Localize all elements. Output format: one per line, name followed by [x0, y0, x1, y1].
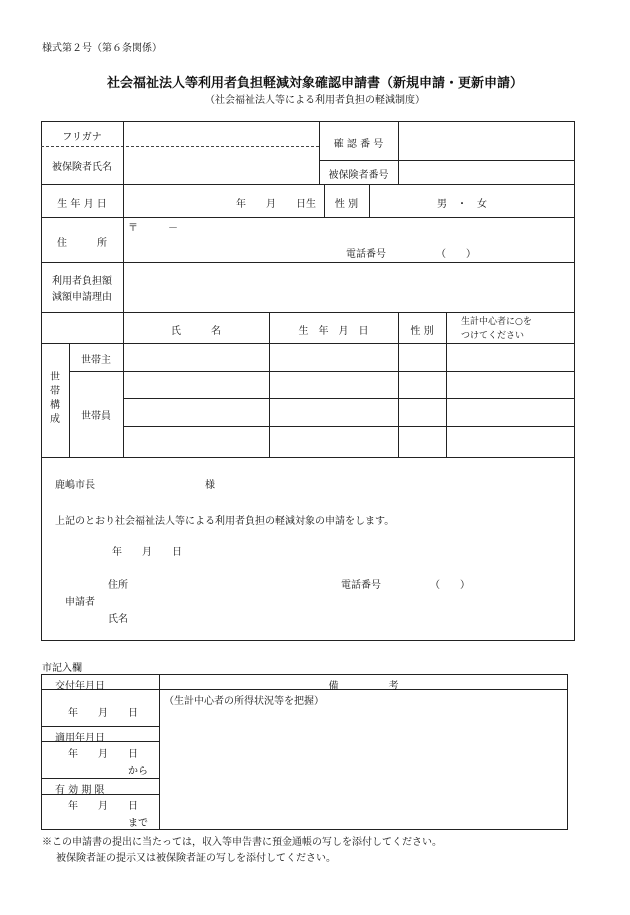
office-use-label: 市記入欄	[42, 663, 82, 674]
household-member3-name-field[interactable]	[124, 427, 268, 456]
line	[319, 160, 575, 161]
birth-date-field[interactable]: 年 月 日生	[236, 199, 316, 210]
household-member2-name-field[interactable]	[124, 399, 268, 425]
address-phone-field[interactable]: （ ）	[436, 249, 476, 260]
address-label: 住 所	[57, 238, 107, 249]
household-composition-label: 世帯構成	[50, 372, 60, 425]
insured-name-label: 被保険者氏名	[52, 162, 112, 173]
household-center-header-line2: つけてください	[461, 331, 525, 341]
furigana-field[interactable]	[124, 123, 318, 145]
insured-number-label: 被保険者番号	[328, 170, 389, 181]
birth-date-label: 生 年 月 日	[57, 199, 107, 210]
line	[446, 312, 447, 457]
line	[41, 726, 159, 727]
page-subtitle: （社会福祉法人等による利用者負担の軽減制度）	[205, 95, 425, 106]
line	[41, 457, 575, 458]
applicant-address-label: 住所	[108, 580, 128, 591]
application-statement: 上記のとおり社会福祉法人等による利用者負担の軽減対象の申請をします。	[55, 516, 395, 527]
mayor-addressee: 鹿嶋市長	[55, 480, 95, 491]
household-member-label: 世帯員	[81, 411, 111, 422]
remarks-field[interactable]	[160, 706, 567, 829]
furigana-divider	[41, 146, 319, 147]
valid-until-suffix: まで	[128, 818, 148, 829]
issue-date-label: 交付年月日	[55, 681, 105, 692]
line	[369, 184, 370, 217]
reason-field[interactable]	[124, 264, 574, 311]
form-number: 様式第２号（第６条関係）	[42, 43, 162, 54]
line	[41, 262, 575, 263]
apply-date-from: から	[128, 766, 148, 777]
household-head-name-field[interactable]	[124, 344, 268, 370]
applicant-phone-field[interactable]: （ ）	[430, 580, 470, 591]
reason-label-line2: 減額申請理由	[52, 292, 112, 303]
note-line1: ※この申請書の提出に当たっては，収入等申告書に預金通帳の写しを添付してください。	[42, 837, 442, 848]
postal-code-field[interactable]: 〒 －	[128, 223, 178, 234]
household-sex-header: 性 別	[410, 326, 434, 337]
insured-name-field[interactable]	[124, 148, 318, 183]
line	[41, 778, 159, 779]
line	[41, 184, 575, 185]
applicant-name-label: 氏名	[108, 614, 128, 625]
furigana-label: フリガナ	[62, 132, 102, 143]
remarks-note: （生計中心者の所得状況等を把握）	[164, 696, 324, 707]
line	[41, 343, 575, 344]
applicant-phone-label: 電話番号	[341, 580, 381, 591]
household-center-header-line1: 生計中心者に○を	[461, 317, 532, 327]
household-member1-name-field[interactable]	[124, 372, 268, 397]
household-name-header: 氏 名	[171, 326, 221, 337]
household-birth-header: 生 年 月 日	[298, 326, 369, 337]
address-phone-label: 電話番号	[346, 249, 386, 260]
valid-until-field[interactable]: 年 月 日	[68, 801, 138, 812]
confirmation-number-field[interactable]	[399, 123, 574, 159]
sex-select[interactable]: 男 ・ 女	[437, 199, 487, 210]
remarks-header: 備 考	[328, 681, 399, 692]
mayor-honorific: 様	[205, 480, 215, 491]
page-title: 社会福祉法人等利用者負担軽減対象確認申請書（新規申請・更新申請）	[106, 76, 523, 91]
sex-label: 性 別	[334, 199, 359, 210]
insured-number-field[interactable]	[399, 162, 574, 183]
household-head-label: 世帯主	[81, 355, 111, 366]
confirmation-number-label: 確 認 番 号	[333, 139, 384, 150]
applicant-label: 申請者	[65, 597, 95, 608]
reason-label-line1: 利用者負担額	[52, 276, 112, 287]
line	[41, 217, 575, 218]
application-date-field[interactable]: 年 月 日	[112, 547, 182, 558]
issue-date-field[interactable]: 年 月 日	[68, 708, 138, 719]
apply-date-label: 適用年月日	[55, 733, 105, 744]
valid-until-label: 有 効 期 限	[55, 785, 105, 796]
note-line2: 被保険者証の提示又は被保険者証の写しを添付してください。	[56, 853, 336, 864]
apply-date-field[interactable]: 年 月 日	[68, 749, 138, 760]
line	[41, 312, 575, 313]
